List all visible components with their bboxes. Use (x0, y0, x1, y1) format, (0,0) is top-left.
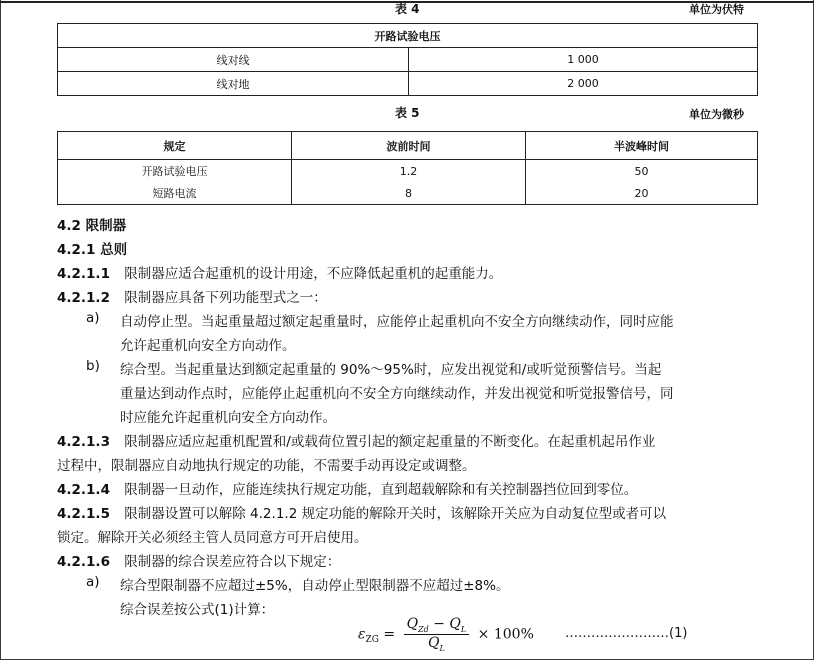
section-heading-4-2: 4.2 限制器 (57, 218, 127, 234)
formula-den-sub: L (439, 643, 445, 653)
formula-equals: = (383, 626, 396, 643)
formula-lhs-sub: ZG (365, 635, 379, 646)
item-c-line1: 综合型限制器不应超过±5%，自动停止型限制器不应超过±8%。 (120, 578, 510, 594)
clause-text: 限制器应具备下列功能型式之一： (124, 290, 327, 306)
table4-caption: 表 4 (395, 2, 420, 16)
table5-cell: 1.2 (292, 160, 526, 183)
table4-header: 开路试验电压 (58, 24, 758, 48)
clause-text: 限制器的综合误差应符合以下规定： (124, 554, 341, 570)
clause-4-2-1-4 (57, 478, 637, 498)
table4-row1-value: 1 000 (409, 48, 758, 72)
clause-text: 限制器应适应起重机配置和/或载荷位置引起的额定起重量的不断变化。在起重机起吊作业 (124, 434, 656, 450)
formula-number: ……………………(1) (565, 626, 688, 641)
table5-cell: 短路电流 (58, 182, 292, 205)
formula-1 (358, 616, 534, 653)
item-c-line2: 综合误差按公式(1)计算： (120, 602, 275, 618)
table5-cell: 开路试验电压 (58, 160, 292, 183)
list-marker-a2: a) (86, 574, 100, 590)
formula-times: × 100% (477, 626, 534, 643)
table5-caption: 表 5 (395, 106, 420, 120)
item-b-line1: 综合型。当起重量达到额定起重量的 90%～95%时，应发出视觉和/或听觉预警信号。当起 (120, 362, 662, 378)
table5-cell: 20 (526, 182, 758, 205)
list-marker-a: a) (86, 310, 100, 326)
clause-number: 4.2.1.6 (57, 554, 110, 570)
clause-number: 4.2.1.5 (57, 506, 110, 522)
table5-unit: 单位为微秒 (689, 108, 744, 121)
clause-text: 限制器设置可以解除 4.2.1.2 规定功能的解除开关时，该解除开关应为自动复位型或者可以 (124, 506, 667, 522)
clause-number: 4.2.1.1 (57, 266, 110, 282)
item-a-line2: 允许起重机向安全方向动作。 (120, 338, 296, 354)
table-5 (57, 131, 758, 205)
clause-number: 4.2.1.2 (57, 290, 110, 306)
table-4 (57, 23, 758, 96)
clause-4-2-1-5 (57, 502, 666, 522)
table5-col-spec: 规定 (58, 132, 292, 160)
item-b-line3: 时应能允许起重机向安全方向动作。 (120, 410, 336, 426)
clause-4-2-1-3 (57, 430, 655, 450)
table-row (58, 72, 758, 96)
clause-4-2-1-5-line2: 锁定。解除开关必须经主管人员同意方可开启使用。 (57, 530, 368, 546)
item-a-line1: 自动停止型。当起重量超过额定起重量时，应能停止起重机向不安全方向继续动作，同时应能 (120, 314, 674, 330)
formula-lhs: ε (358, 626, 366, 643)
formula-num-b: Q (449, 616, 461, 632)
table-row (58, 160, 758, 183)
clause-number: 4.2.1.3 (57, 434, 110, 450)
table-row (58, 182, 758, 205)
table4-row1-label: 线对线 (58, 48, 409, 72)
section-heading-4-2-1: 4.2.1 总则 (57, 242, 128, 258)
clause-4-2-1-3-line2: 过程中，限制器应自动地执行规定的功能，不需要手动再设定或调整。 (57, 458, 476, 474)
list-marker-b: b) (86, 358, 100, 374)
table4-row2-label: 线对地 (58, 72, 409, 96)
table-row (58, 48, 758, 72)
formula-num-a-sub: Zd (418, 624, 429, 634)
clause-number: 4.2.1.4 (57, 482, 110, 498)
table5-cell: 50 (526, 160, 758, 183)
formula-denominator (404, 635, 470, 653)
formula-den: Q (428, 634, 440, 651)
clause-text: 限制器一旦动作，应能连续执行规定功能，直到超载解除和有关控制器挡位回到零位。 (124, 482, 638, 498)
clause-4-2-1-1 (57, 262, 502, 282)
formula-minus: − (433, 616, 445, 632)
item-b-line2: 重量达到动作点时，应能停止起重机向不安全方向继续动作，并发出视觉和听觉报警信号，同 (120, 386, 674, 402)
table5-col-half-peak-time: 半波峰时间 (526, 132, 758, 160)
clause-text: 限制器应适合起重机的设计用途，不应降低起重机的起重能力。 (124, 266, 503, 282)
formula-num-b-sub: L (460, 624, 467, 634)
clause-4-2-1-6 (57, 550, 340, 570)
clause-4-2-1-2 (57, 286, 327, 306)
table5-cell: 8 (292, 182, 526, 205)
formula-num-a: Q (406, 616, 419, 632)
table4-row2-value: 2 000 (409, 72, 758, 96)
formula-numerator (404, 616, 470, 635)
table5-col-front-time: 波前时间 (292, 132, 526, 160)
table4-unit: 单位为伏特 (689, 3, 744, 16)
formula-fraction (404, 616, 470, 653)
